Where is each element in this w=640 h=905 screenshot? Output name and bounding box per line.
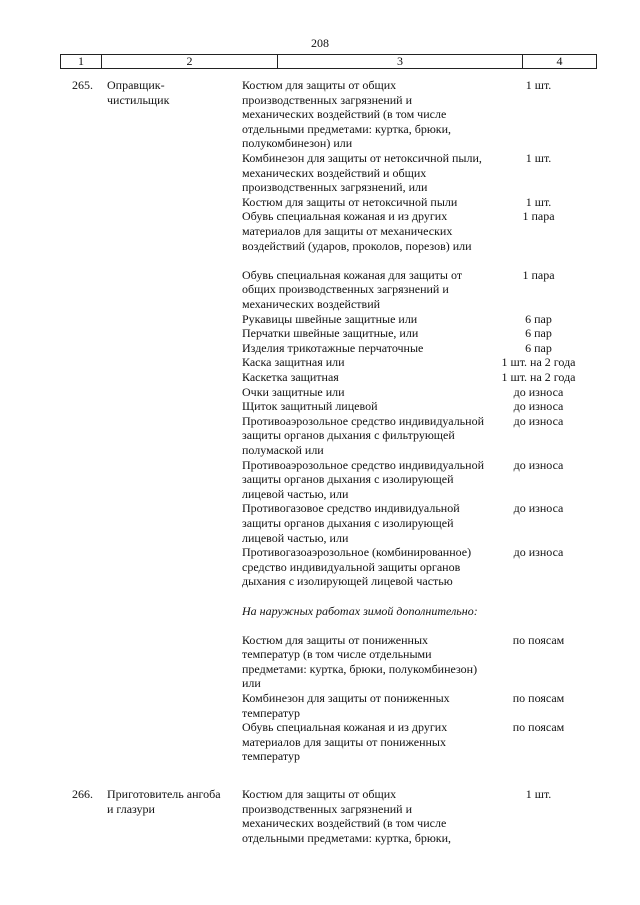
profession-name: Оправщик- чистильщик: [107, 78, 170, 107]
table-header: [60, 54, 597, 69]
ppe-item: [242, 355, 602, 370]
ppe-item-norm: до износа: [513, 545, 564, 560]
ppe-item: [242, 78, 602, 151]
column-header-3: 3: [277, 55, 522, 68]
ppe-item: [242, 414, 602, 458]
ppe-item-norm: 1 шт.: [525, 787, 552, 801]
ppe-item-name: Обувь специальная кожаная для защиты от общих производственных загрязнений и механических воздействий: [242, 267, 463, 311]
ppe-item-norm: до износа: [513, 501, 564, 516]
ppe-list: [242, 787, 602, 845]
ppe-item-name: Обувь специальная кожаная и из других материалов для защиты от механических воздействий (ударов, проколов, порезов) или: [242, 209, 472, 253]
ppe-item-name: Очки защитные или: [242, 384, 345, 399]
ppe-item-name: Каскетка защитная: [242, 369, 339, 384]
ppe-item-norm: 1 пара: [522, 267, 555, 282]
ppe-item: [242, 209, 602, 267]
ppe-item: [242, 720, 602, 764]
ppe-item-name: Щиток защитный лицевой: [242, 399, 378, 414]
row-number: 266.: [72, 787, 93, 801]
ppe-item: [242, 458, 602, 502]
page-number: 208: [311, 36, 329, 50]
row-number: 265.: [72, 78, 93, 92]
ppe-item-name: Перчатки швейные защитные, или: [242, 326, 419, 341]
ppe-item-norm: 1 шт.: [525, 78, 552, 92]
ppe-item-norm: до износа: [513, 399, 564, 414]
column-header-1: 1: [78, 54, 84, 68]
ppe-item: [242, 604, 602, 633]
ppe-item: [242, 385, 602, 400]
ppe-list: [242, 78, 602, 764]
ppe-item-norm: 6 пар: [525, 326, 552, 341]
ppe-item-name: Противоаэрозольное средство индивидуальной защиты органов дыхания с фильтрующей полумаской или: [242, 413, 484, 457]
ppe-item: [242, 399, 602, 414]
ppe-item: [242, 268, 602, 312]
ppe-item-norm: 1 шт.: [525, 194, 552, 209]
ppe-item-norm: по поясам: [512, 632, 565, 647]
ppe-item-name: Противогазовое средство индивидуальной защиты органов дыхания с изолирующей лицевой частью, или: [242, 501, 460, 545]
ppe-item-name: Комбинезон для защиты от нетоксичной пыли, механических воздействий и общих производственных загрязнений, или: [242, 151, 482, 195]
ppe-item-name: Каска защитная или: [242, 355, 345, 370]
ppe-item: [242, 787, 602, 845]
ppe-item-name: Противоаэрозольное средство индивидуальной защиты органов дыхания с изолирующей лицевой частью, или: [242, 457, 484, 501]
ppe-item-norm: 6 пар: [525, 340, 552, 355]
ppe-item: [242, 151, 602, 195]
ppe-item: [242, 633, 602, 691]
column-header-4: 4: [522, 55, 596, 68]
ppe-item: [242, 545, 602, 603]
ppe-item-norm: 1 пара: [522, 209, 555, 224]
ppe-item-name: Обувь специальная кожаная и из других материалов для защиты от пониженных температур: [242, 720, 448, 764]
ppe-item: [242, 501, 602, 545]
ppe-item-norm: 6 пар: [525, 311, 552, 326]
column-header-2: 2: [101, 55, 277, 68]
ppe-item-name: Противогазоаэрозольное (комбинированное) средство индивидуальной защиты органов дыхания с изолирующей лицевой частью: [242, 545, 472, 589]
ppe-item-name: Костюм для защиты от общих производственных загрязнений и механических воздействий (в том числе отдельными предметами: куртка, брюки,: [242, 787, 452, 845]
ppe-item-name: Изделия трикотажные перчаточные: [242, 340, 424, 355]
ppe-item: [242, 312, 602, 327]
ppe-item-name: Костюм для защиты от пониженных температур (в том числе отдельными предметами: куртка, брюки, полукомбинезон) или: [242, 632, 478, 691]
ppe-item-norm: по поясам: [512, 720, 565, 735]
ppe-item-norm: по поясам: [512, 691, 565, 706]
ppe-item-name: Комбинезон для защиты от пониженных температур: [242, 691, 450, 720]
ppe-item: [242, 691, 602, 720]
ppe-item-norm: 1 шт. на 2 года: [501, 355, 576, 370]
ppe-item-norm: до износа: [513, 413, 564, 428]
profession-name: Приготовитель ангоба и глазури: [107, 787, 221, 816]
ppe-item: [242, 370, 602, 385]
ppe-item: [242, 326, 602, 341]
ppe-item-norm: 1 шт.: [525, 151, 552, 165]
ppe-item-norm: до износа: [513, 384, 564, 399]
ppe-item: [242, 195, 602, 210]
ppe-item-name: Костюм для защиты от общих производственных загрязнений и механических воздействий (в том числе отдельными предметами: куртка, брюки, полукомбинезон) или: [242, 78, 452, 151]
ppe-item-norm: до износа: [513, 457, 564, 472]
ppe-item-norm: 1 шт. на 2 года: [501, 369, 576, 384]
ppe-item-norm: [486, 604, 591, 633]
ppe-item-name: Костюм для защиты от нетоксичной пыли: [242, 194, 458, 209]
ppe-item-name: Рукавицы швейные защитные или: [242, 311, 418, 326]
ppe-item-name: На наружных работах зимой дополнительно:: [242, 603, 478, 618]
ppe-item: [242, 341, 602, 356]
